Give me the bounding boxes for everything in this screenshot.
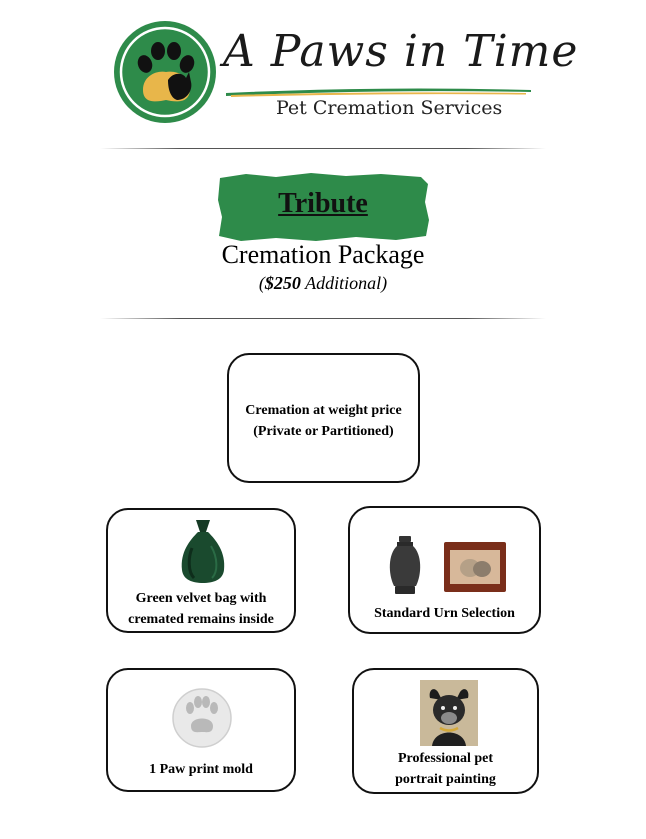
feature-label: Standard Urn Selection	[374, 606, 515, 621]
brand-tagline: Pet Cremation Services	[276, 97, 503, 119]
brand-swash	[226, 84, 531, 98]
price-amount: $250	[264, 273, 301, 293]
top-divider	[100, 148, 546, 149]
photo-urn-icon	[444, 542, 506, 592]
velvet-bag-icon	[178, 518, 228, 584]
feature-label: Professional pet portrait painting	[395, 751, 496, 787]
pet-portrait-icon	[420, 680, 478, 746]
paw-print-mold-icon	[171, 688, 233, 748]
feature-box-urn	[348, 506, 541, 634]
package-name: Tribute	[278, 188, 368, 219]
brand-name: A Paws in Time	[223, 26, 579, 77]
feature-box-portrait	[352, 668, 539, 794]
package-price: ($250 Additional)	[258, 273, 388, 293]
feature-box-velvet-bag	[106, 508, 296, 633]
urn-icon	[388, 536, 422, 596]
middle-divider	[100, 318, 546, 319]
feature-label: 1 Paw print mold	[149, 762, 253, 777]
brand-logo	[113, 20, 217, 124]
feature-box-paw-mold	[106, 668, 296, 792]
package-title: Cremation Package	[221, 240, 425, 269]
feature-label: Green velvet bag with cremated remains inside	[128, 591, 274, 627]
feature-box-cremation	[227, 353, 420, 483]
feature-label: Cremation at weight price (Private or Partitioned)	[245, 403, 402, 439]
